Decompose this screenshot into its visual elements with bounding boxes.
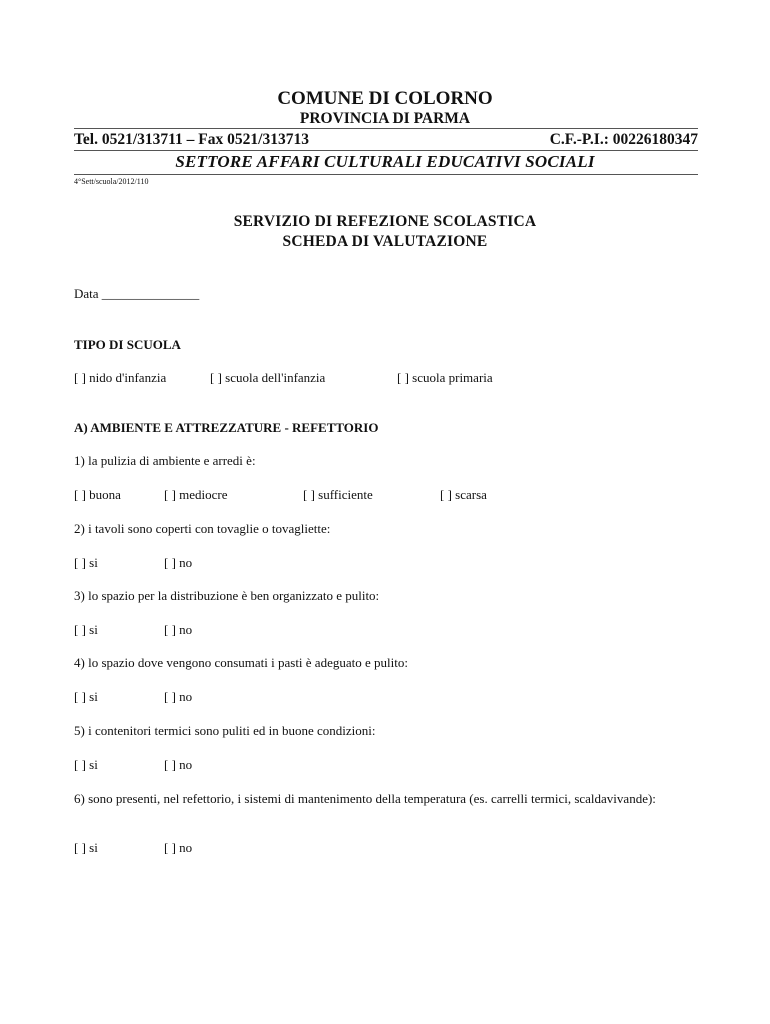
q6-option-no[interactable]: [ ] no	[164, 840, 193, 855]
date-field[interactable]: Data _______________	[74, 286, 200, 301]
question-5: 5) i contenitori termici sono puliti ed in buone condizioni:	[74, 723, 376, 738]
question-6: 6) sono presenti, nel refettorio, i sistemi di mantenimento della temperatura (es. carrelli termici, scaldavivande):	[74, 791, 656, 806]
header-rule-top	[74, 128, 698, 129]
checkbox-scuola-primaria[interactable]: [ ] scuola primaria	[397, 370, 493, 385]
provincia-subtitle: PROVINCIA DI PARMA	[299, 110, 471, 127]
q2-option-no[interactable]: [ ] no	[164, 555, 193, 570]
header-rule-middle	[74, 150, 698, 151]
q2-option-si[interactable]: [ ] si	[74, 555, 98, 570]
checkbox-scuola-infanzia[interactable]: [ ] scuola dell'infanzia	[210, 370, 326, 385]
q1-option-mediocre[interactable]: [ ] mediocre	[164, 487, 228, 502]
question-2: 2) i tavoli sono coperti con tovaglie o tovagliette:	[74, 521, 331, 536]
settore-title: SETTORE AFFARI CULTURALI EDUCATIVI SOCIALI	[175, 152, 595, 171]
document-title-line2: SCHEDA DI VALUTAZIONE	[282, 233, 488, 250]
q5-option-si[interactable]: [ ] si	[74, 757, 98, 772]
contacts-line: Tel. 0521/313711 – Fax 0521/313713	[74, 131, 309, 148]
question-1: 1) la pulizia di ambiente e arredi è:	[74, 453, 256, 468]
checkbox-nido[interactable]: [ ] nido d'infanzia	[74, 370, 167, 385]
q1-option-scarsa[interactable]: [ ] scarsa	[440, 487, 487, 502]
school-type-heading: TIPO DI SCUOLA	[74, 337, 181, 352]
q1-option-buona[interactable]: [ ] buona	[74, 487, 121, 502]
section-a-heading: A) AMBIENTE E ATTREZZATURE - REFETTORIO	[74, 420, 379, 435]
q1-option-sufficiente[interactable]: [ ] sufficiente	[303, 487, 373, 502]
q3-option-no[interactable]: [ ] no	[164, 622, 193, 637]
q4-option-si[interactable]: [ ] si	[74, 689, 98, 704]
q4-option-no[interactable]: [ ] no	[164, 689, 193, 704]
header-rule-bottom	[74, 174, 698, 175]
protocol-number: 4°Sett/scuola/2012/110	[74, 177, 149, 186]
document-title-line1: SERVIZIO DI REFEZIONE SCOLASTICA	[233, 213, 537, 230]
q6-option-si[interactable]: [ ] si	[74, 840, 98, 855]
question-3: 3) lo spazio per la distribuzione è ben organizzato e pulito:	[74, 588, 380, 603]
fiscal-code: C.F.-P.I.: 00226180347	[549, 131, 698, 148]
q5-option-no[interactable]: [ ] no	[164, 757, 193, 772]
question-4: 4) lo spazio dove vengono consumati i pasti è adeguato e pulito:	[74, 655, 408, 670]
comune-title: COMUNE DI COLORNO	[277, 88, 493, 109]
q3-option-si[interactable]: [ ] si	[74, 622, 98, 637]
